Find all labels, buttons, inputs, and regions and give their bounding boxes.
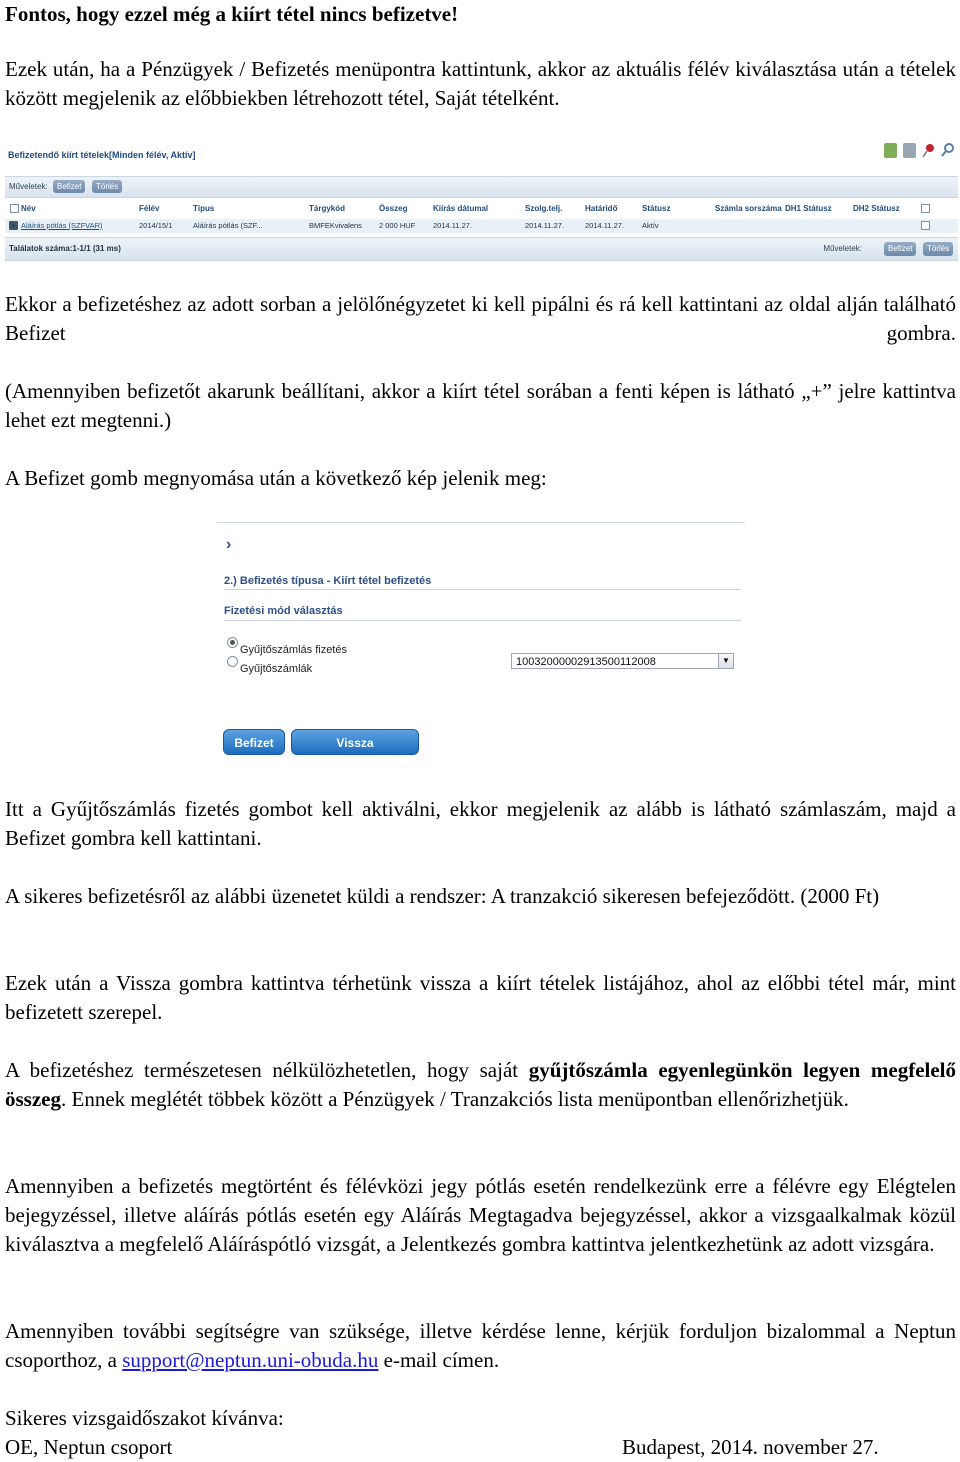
toolbar-icons — [884, 143, 954, 158]
col-semester: Félév — [139, 204, 160, 213]
collection-account-payment-label: Gyűjtőszámlás fizetés — [240, 644, 347, 656]
actions-toolbar — [5, 176, 958, 198]
col-amount: Összeg — [379, 204, 408, 213]
row-semester: 2014/15/1 — [139, 221, 173, 230]
row-status: Aktív — [642, 221, 659, 230]
col-name: Név — [21, 204, 36, 213]
delete-button-bottom[interactable]: Törlés — [923, 242, 953, 256]
pay-button[interactable]: Befizet — [223, 729, 285, 755]
row-subject-code: BMFEKvivalens — [309, 221, 362, 230]
pin-icon[interactable] — [922, 143, 935, 158]
row-checkbox[interactable] — [921, 221, 930, 230]
section-subtitle: Fizetési mód választás — [224, 604, 741, 621]
paragraph-after-pay: A Befizet gomb megnyomása után a következő kép jelenik meg: — [5, 466, 547, 490]
collection-accounts-bullet — [227, 656, 238, 667]
collection-accounts-label: Gyűjtőszámlák — [240, 663, 313, 675]
account-select[interactable] — [511, 653, 734, 669]
print-icon[interactable] — [903, 143, 916, 158]
table-row — [5, 219, 958, 233]
row-service-date: 2014.11.27. — [525, 221, 565, 230]
back-button[interactable]: Vissza — [291, 729, 419, 755]
closing-line: Sikeres vizsgaidőszakot kívánva: — [5, 1406, 284, 1430]
collection-account-payment-radio[interactable] — [227, 637, 238, 648]
export-icon[interactable] — [884, 143, 897, 158]
list-footer — [5, 237, 958, 261]
row-deadline: 2014.11.27. — [585, 221, 625, 230]
col-deadline: Határidő — [585, 204, 618, 213]
paragraph-success: A sikeres befizetésről az alábbi üzenetet küldi a rendszer: A tranzakció sikeresen befejeződött. (2000 Ft) — [5, 884, 880, 908]
col-invoice-number: Számla sorszáma — [715, 204, 782, 213]
search-icon[interactable] — [941, 143, 954, 158]
actions-label: Műveletek: — [9, 182, 48, 191]
pay-button-top[interactable]: Befizet — [53, 180, 85, 193]
support-text-a: Amennyiben további segítségre van szüksége, illetve kérdése lenne, kérjük forduljon bizalommal a Neptun csoporthoz, a — [5, 1319, 956, 1372]
col-dh1-status: DH1 Státusz — [785, 204, 832, 213]
paragraph-activate: Itt a Gyűjtőszámlás fizetés gombot kell aktiválni, ekkor megjelenik az alább is látható számlaszám, majd a Befizet gombra kell kattintani. — [5, 797, 956, 850]
paragraph-payer-note: (Amennyiben befizetőt akarunk beállítani, akkor a kiírt tétel sorában a fenti képen is látható „+” jelre kattintva lehet ezt megtenni.) — [5, 379, 956, 432]
add-payer-icon[interactable]: + — [9, 221, 18, 230]
balance-text-a: A befizetéshez természetesen nélkülözhetetlen, hogy saját — [5, 1058, 529, 1082]
paragraph-checkbox-instructions: Ekkor a befizetéshez az adott sorban a jelölőnégyzetet ki kell pipálni és rá kell kattintani az oldal alján található Befizet gombra. — [5, 292, 956, 345]
row-issue-date: 2014.11.27. — [433, 221, 473, 230]
divider — [217, 522, 745, 523]
row-type: Aláírás pótlás (SZF... — [193, 221, 263, 230]
footer-actions-label: Műveletek: — [823, 244, 862, 253]
col-status: Státusz — [642, 204, 671, 213]
col-service-date: Szolg.telj. — [525, 204, 563, 213]
result-count: Találatok száma:1-1/1 (31 ms) — [9, 244, 121, 253]
col-dh2-status: DH2 Státusz — [853, 204, 900, 213]
pay-button-bottom[interactable]: Befizet — [884, 242, 916, 256]
delete-button-top[interactable]: Törlés — [92, 180, 122, 193]
table-header — [5, 201, 958, 217]
row-amount: 2 000 HUF — [379, 221, 416, 230]
balance-text-b: . Ennek meglétét többek között a Pénzügyek / Tranzakciós lista menüpontban ellenőrizhetjük. — [61, 1087, 849, 1111]
support-text-b: e-mail címen. — [378, 1348, 500, 1372]
paragraph-back: Ezek után a Vissza gombra kattintva térhetünk vissza a kiírt tételek listájához, ahol az előbbi tétel már, mint befizetett szerepel. — [5, 971, 956, 1024]
row-name[interactable]: Aláírás pótlás (SZFVAR) — [21, 221, 103, 230]
paragraph-support — [5, 1317, 956, 1375]
col-subject-code: Tárgykód — [309, 204, 346, 213]
select-all-checkbox[interactable] — [10, 204, 19, 213]
paragraph-exam-registration: Amennyiben a befizetés megtörtént és félévközi jegy pótlás esetén rendelkezünk erre a félévre egy Elégtelen bejegyzéssel, illetve aláírás pótlás esetén egy Aláírás Megtagadva bejegyzéssel, akkor a vizsgaalkalmak közül kiválasztva a megfelelő Aláíráspótló vizsgát, a Jelentkezés gombra kattintva jelentkezhetünk az adott vizsgára. — [5, 1174, 956, 1256]
chevron-down-icon[interactable]: ▼ — [718, 654, 733, 668]
col-type: Típus — [193, 204, 215, 213]
list-title: Befizetendő kiírt tételek[Minden félév, Aktív] — [8, 150, 196, 160]
step-title: 2.) Befizetés típusa - Kiírt tétel befizetés — [224, 574, 741, 590]
screenshot-payable-items — [5, 138, 958, 266]
column-settings-checkbox[interactable] — [921, 204, 930, 213]
place-date: Budapest, 2014. november 27. — [622, 1435, 879, 1459]
screenshot-payment-type — [217, 522, 745, 764]
signature: OE, Neptun csoport — [5, 1435, 173, 1459]
chevron-right-icon[interactable]: › — [226, 536, 232, 553]
support-email-link[interactable]: support@neptun.uni-obuda.hu — [122, 1348, 379, 1372]
balance-text-bold: gyűjtőszámla egyenlegünkön legyen megfelelő összeg — [5, 1058, 957, 1111]
account-number: 10032000002913500112008 — [516, 656, 656, 668]
page-heading: Fontos, hogy ezzel még a kiírt tétel nincs befizetve! — [5, 2, 459, 26]
paragraph-intro: Ezek után, ha a Pénzügyek / Befizetés menüpontra kattintunk, akkor az aktuális félév kiválasztása után a tételek között megjelenik az előbbiekben létrehozott tétel, Saját tételként. — [5, 57, 956, 110]
col-issue-date[interactable]: Kiírás dátumal — [433, 204, 489, 213]
paragraph-balance — [5, 1056, 956, 1114]
